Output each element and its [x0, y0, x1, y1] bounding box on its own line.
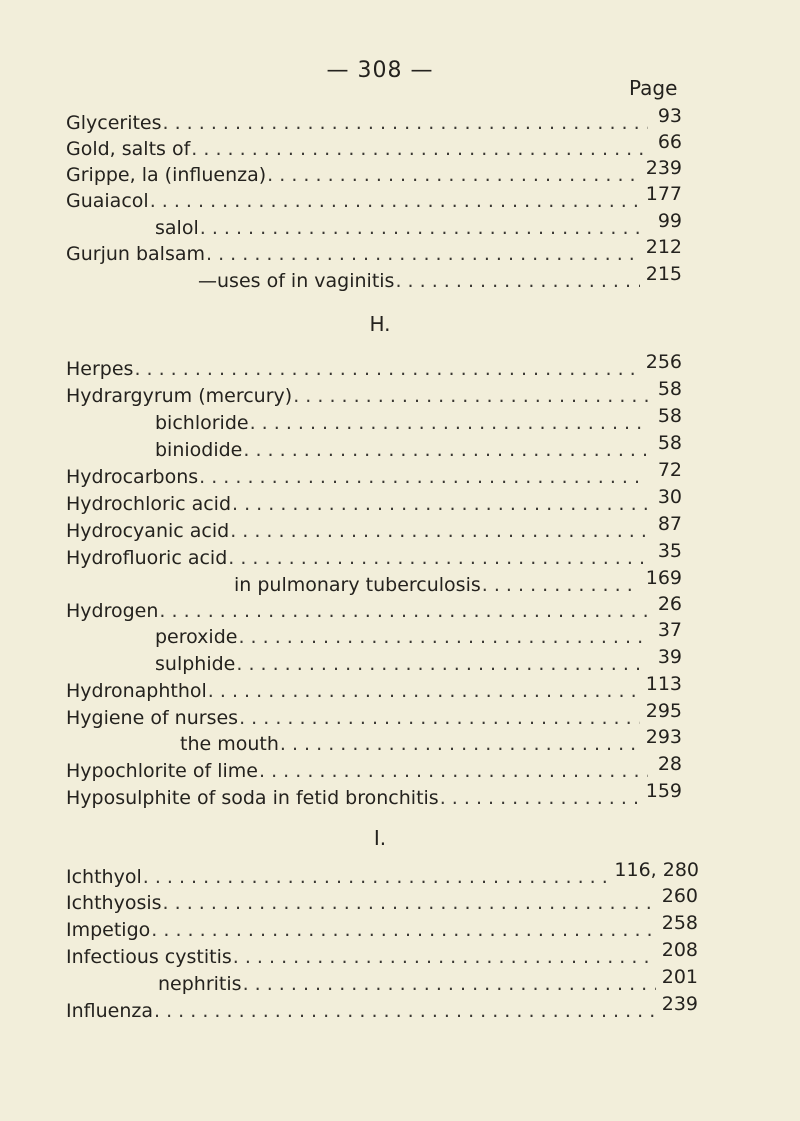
index-entry-hydrargyrum — [66, 378, 682, 409]
entry-pages: 58 — [657, 378, 682, 400]
index-entry-infectious-cystitis — [66, 939, 698, 970]
dot-leader — [134, 356, 639, 382]
index-entry-biniodide — [155, 432, 682, 463]
dot-leader — [482, 572, 640, 598]
entry-pages: 35 — [657, 540, 682, 562]
index-entry-hydrogen-peroxide — [155, 619, 682, 650]
entry-term: —uses of in vaginitis — [198, 270, 395, 292]
entry-pages: 87 — [657, 513, 682, 535]
entry-pages: 72 — [657, 459, 682, 481]
entry-term: Hydrocarbons — [66, 466, 199, 488]
entry-pages: 169 — [645, 567, 682, 589]
dot-leader — [267, 162, 640, 188]
entry-term: Hydronaphthol — [66, 680, 207, 702]
entry-term: Gurjun balsam — [66, 243, 206, 265]
entry-term: Grippe, la (influenza) — [66, 164, 267, 186]
dot-leader — [236, 651, 648, 677]
dot-leader — [259, 758, 648, 784]
index-entry-gurjun-balsam — [66, 236, 682, 267]
entry-term: bichloride — [155, 412, 249, 434]
entry-pages: 116, 280 — [614, 859, 699, 881]
entry-pages: 37 — [657, 619, 682, 641]
entry-pages: 256 — [645, 351, 682, 373]
entry-term: Hygiene of nurses — [66, 707, 239, 729]
index-entry-hydrocyanic-acid — [66, 513, 682, 544]
dot-leader — [228, 545, 648, 571]
dot-leader — [243, 437, 648, 463]
entry-term: biniodide — [155, 439, 243, 461]
dot-leader — [233, 944, 656, 970]
entry-term: Ichthyol — [66, 866, 142, 888]
index-entry-ichthyosis — [66, 885, 698, 916]
entry-term: salol — [155, 217, 199, 239]
dot-leader — [440, 785, 640, 811]
dot-leader — [280, 731, 640, 757]
dot-leader — [243, 971, 656, 997]
page-column-header: Page — [629, 76, 678, 100]
entry-term: Influenza — [66, 1000, 154, 1022]
index-entry-bichloride — [155, 405, 682, 436]
dot-leader — [143, 864, 609, 890]
dot-leader — [206, 241, 640, 267]
entry-pages: 58 — [657, 405, 682, 427]
index-entry-hygiene-nurses — [66, 700, 682, 731]
dot-leader — [238, 624, 648, 650]
index-entry-guaiacol-salol — [155, 210, 682, 241]
index-entry-influenza — [66, 993, 698, 1024]
section-heading-h: H. — [369, 312, 391, 336]
dot-leader — [200, 215, 648, 241]
index-entry-hypochlorite-lime — [66, 753, 682, 784]
index-entry-herpes — [66, 351, 682, 382]
entry-term: Ichthyosis — [66, 892, 162, 914]
entry-pages: 215 — [645, 263, 682, 285]
entry-pages: 28 — [657, 753, 682, 775]
entry-pages: 159 — [645, 780, 682, 802]
dot-leader — [293, 383, 648, 409]
index-entry-impetigo — [66, 912, 698, 943]
dot-leader — [250, 410, 648, 436]
index-entry-gold-salts — [66, 131, 682, 162]
index-entry-hydrogen-sulphide — [155, 646, 682, 677]
entry-pages: 295 — [645, 700, 682, 722]
entry-pages: 113 — [645, 673, 682, 695]
entry-term: in pulmonary tuberculosis — [234, 574, 481, 596]
entry-term: Hydrocyanic acid — [66, 520, 230, 542]
entry-pages: 58 — [657, 432, 682, 454]
page-number: — 308 — — [326, 58, 434, 83]
dot-leader — [163, 110, 648, 136]
dot-leader — [154, 998, 656, 1024]
entry-term: sulphide — [155, 653, 236, 675]
index-entry-ichthyol — [66, 859, 699, 890]
entry-pages: 212 — [645, 236, 682, 258]
dot-leader — [159, 598, 648, 624]
entry-term: Hydrofluoric acid — [66, 547, 228, 569]
index-entry-gurjun-vaginitis — [198, 263, 682, 294]
entry-term: nephritis — [158, 973, 242, 995]
entry-term: peroxide — [155, 626, 238, 648]
entry-term: Hydrargyrum (mercury) — [66, 385, 293, 407]
entry-pages: 239 — [661, 993, 698, 1015]
entry-pages: 201 — [661, 966, 698, 988]
index-entry-hygiene-mouth — [180, 726, 682, 757]
index-entry-hydrogen — [66, 593, 682, 624]
entry-term: Hypochlorite of lime — [66, 760, 258, 782]
section-heading-i: I. — [373, 826, 387, 850]
index-entry-hydrocarbons — [66, 459, 682, 490]
entry-term: Gold, salts of — [66, 138, 191, 160]
entry-pages: 258 — [661, 912, 698, 934]
dot-leader — [232, 491, 648, 517]
index-entry-pulmonary-tuberculosis — [234, 567, 682, 598]
entry-pages: 99 — [657, 210, 682, 232]
entry-term: the mouth — [180, 733, 279, 755]
entry-pages: 293 — [645, 726, 682, 748]
entry-term: Glycerites — [66, 112, 162, 134]
entry-pages: 39 — [657, 646, 682, 668]
dot-leader — [395, 268, 639, 294]
entry-term: Infectious cystitis — [66, 946, 232, 968]
dot-leader — [191, 136, 648, 162]
index-entry-grippe — [66, 157, 682, 188]
dot-leader — [230, 518, 648, 544]
entry-pages: 239 — [645, 157, 682, 179]
dot-leader — [163, 890, 656, 916]
index-entry-hydronaphthol — [66, 673, 682, 704]
entry-pages: 177 — [645, 183, 682, 205]
entry-term: Hyposulphite of soda in fetid bronchitis — [66, 787, 439, 809]
index-entry-glycerites — [66, 105, 682, 136]
entry-pages: 260 — [661, 885, 698, 907]
index-entry-hyposulphite-soda — [66, 780, 682, 811]
index-entry-nephritis — [158, 966, 698, 997]
dot-leader — [150, 188, 640, 214]
entry-term: Hydrogen — [66, 600, 159, 622]
dot-leader — [208, 678, 640, 704]
index-entry-hydrochloric-acid — [66, 486, 682, 517]
dot-leader — [239, 705, 640, 731]
entry-term: Herpes — [66, 358, 134, 380]
entry-pages: 66 — [657, 131, 682, 153]
entry-pages: 26 — [657, 593, 682, 615]
entry-term: Impetigo — [66, 919, 151, 941]
entry-pages: 93 — [657, 105, 682, 127]
entry-pages: 208 — [661, 939, 698, 961]
dot-leader — [199, 464, 648, 490]
index-entry-guaiacol — [66, 183, 682, 214]
entry-term: Hydrochloric acid — [66, 493, 232, 515]
index-entry-hydrofluoric-acid — [66, 540, 682, 571]
entry-term: Guaiacol — [66, 190, 149, 212]
dot-leader — [151, 917, 655, 943]
entry-pages: 30 — [657, 486, 682, 508]
